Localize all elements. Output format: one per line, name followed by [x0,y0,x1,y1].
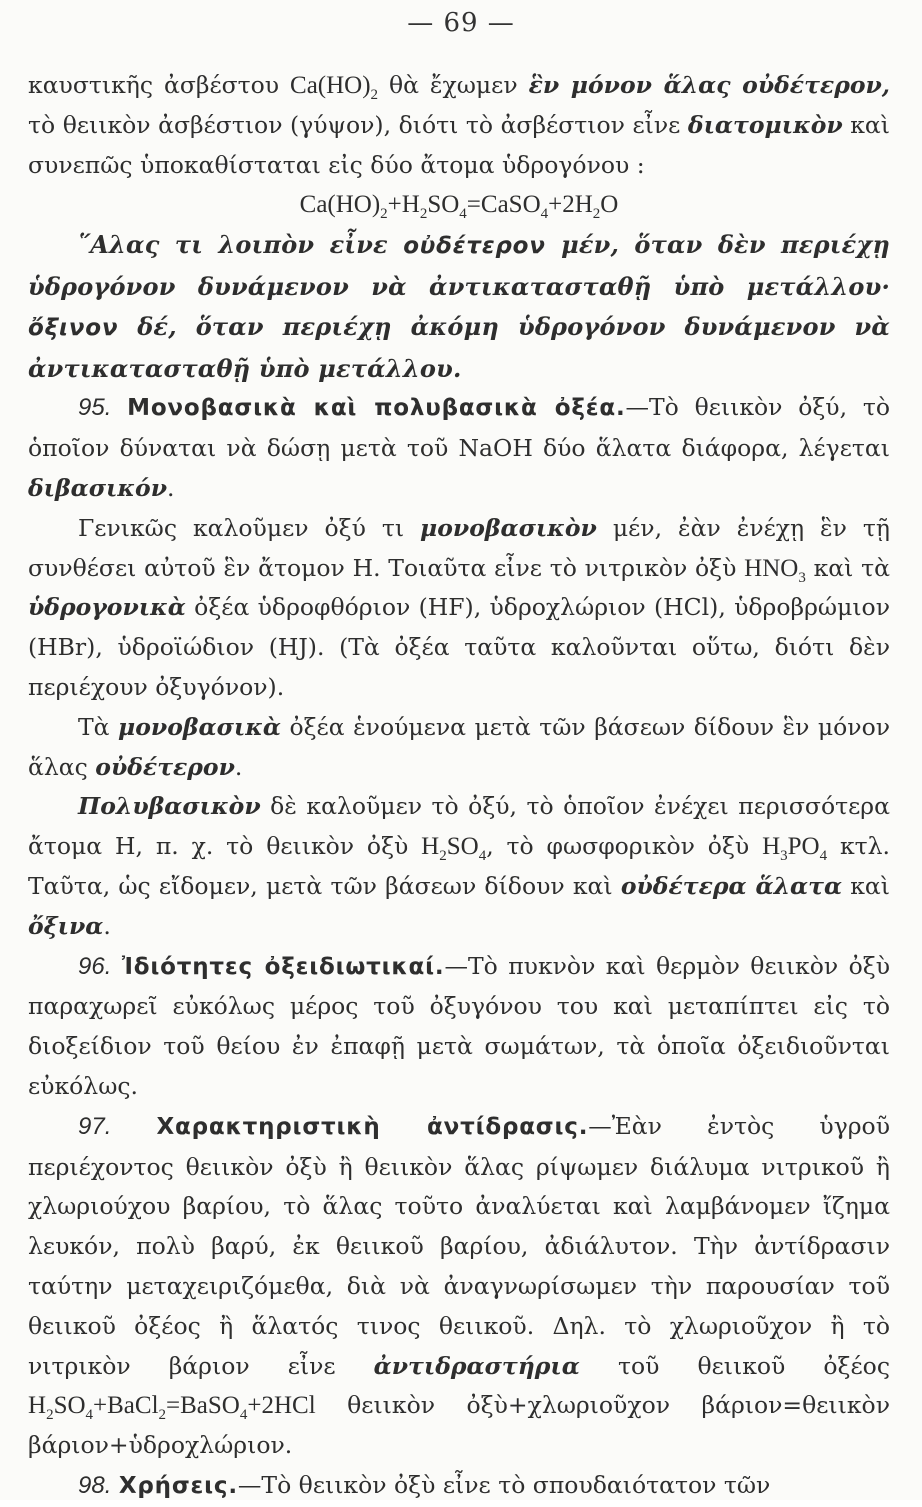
section-96: 96. Ἰδιότητες ὀξειδιωτικαί.—Τὸ πυκνὸν καὶ θερμὸν θειικὸν ὀξὺ παραχωρεῖ εὐκόλως μέρος τοῦ ὀξυγόνου του καὶ μεταπίπτει εἰς τὸ διοξείδιον τοῦ θείου ἐν ἐπαφῇ μετὰ σωμάτων, τὰ ὁποῖα ὀξειδιοῦνται εὐκόλως. [28,951,890,1100]
emphasis-acidic: ὄξινα [28,911,104,940]
section-number-96: 96. [78,952,112,980]
sulfuric-acid-formula: $H_2SO_4$ [421,833,487,865]
neutral-acid-salt-rule: ῞Αλας τι λοιπὸν εἶνε οὐδέτερον μέν, ὅταν δὲν περιέχῃ ὑδρογόνον δυνάμενον νὰ ἀντικατασταθῇ ὑπὸ μετάλλου· ὄξινον δέ, ὅταν περιέχῃ ἀκόμη ὑδρογόνον δυνάμενον νὰ ἀντικατασταθῇ ὑπὸ μετάλλου. [28,230,890,383]
reaction-equation-2: $H_2SO_4+BaCl_2=BaSO_4+2HCl$ [28,1392,316,1424]
section-title-98: Χρήσεις. [118,1472,238,1499]
term-neutral: οὐδέτερον [403,233,546,260]
emphasis-diatomic: διατομικὸν [687,110,843,139]
polybasic-paragraph: Πολυβασικὸν δὲ καλοῦμεν τὸ ὀξύ, τὸ ὁποῖον ἐνέχει περισσότερα ἄτομα H, π. χ. τὸ θειικὸν ὀξὺ $H_2SO_4$, τὸ φωσφορικὸν ὀξὺ $H_3PO_4$ κτλ. Ταῦτα, ὡς εἴδομεν, μετὰ τῶν βάσεων δίδουν καὶ οὐδέτερα ἅλατα καὶ ὄξινα. [28,792,891,940]
reaction-equation-1: $Ca(HO)_2+H_2SO_4=CaSO_4+2H_2O$ [299,191,619,223]
section-title-95: Μονοβασικὰ καὶ πολυβασικὰ ὀξέα. [127,395,626,422]
section-98: 98. Χρήσεις.—Τὸ θειικὸν ὀξὺ εἶνε τὸ σπουδαιότατον τῶν [78,1470,771,1499]
section-number-97: 97. [78,1112,112,1140]
emphasis-neutral-salts: οὐδέτερα ἅλατα [620,871,843,900]
nitric-acid-formula: $HNO_3$ [744,554,806,586]
monobasic-salts-paragraph: Τὰ μονοβασικὰ ὀξέα ἑνούμενα μετὰ τῶν βάσεων δίδουν ἓν μόνον ἅλας οὐδέτερον. [28,712,891,781]
monobasic-paragraph: Γενικῶς καλοῦμεν ὀξύ τι μονοβασικὸν μέν, ἐὰν ἐνέχῃ ἓν τῇ συνθέσει αὐτοῦ ἓν ἄτομον H. Τοιαῦτα εἶνε τὸ νιτρικὸν ὀξὺ $HNO_3$ καὶ τὰ ὑδρογονικὰ ὀξέα ὑδροφθόριον (HF), ὑδροχλώριον (HCl), ὑδροβρώμιον (HBr), ὑδροϊώδιον (HJ). (Τὰ ὀξέα ταῦτα καλοῦνται οὕτω, διότι δὲν περιέχουν ὀξυγόνον). [28,513,890,701]
emphasis-monobasic: μονοβασικὸν [420,513,597,542]
emphasis-hydrogen-acids: ὑδρογονικὰ [28,593,186,622]
emphasis-neutral: οὐδέτερον [95,752,235,781]
intro-paragraph: καυστικῆς ἀσβέστου $Ca(HO)_2$ θὰ ἔχωμεν ἓν μόνον ἅλας οὐδέτερον, τὸ θειικὸν ἀσβέστιον (γύψον), διότι τὸ ἀσβέστιον εἶνε διατομικὸν καὶ συνεπῶς ὑποκαθίσταται εἰς δύο ἄτομα ὑδρογόνου : [28,71,890,179]
section-number-98: 98. [78,1471,112,1499]
page-body [28,66,890,1507]
calcium-hydroxide-formula: $Ca(HO)_2$ [290,72,379,103]
section-95: 95. Μονοβασικὰ καὶ πολυβασικὰ ὀξέα.—Τὸ θειικὸν ὀξύ, τὸ ὁποῖον δύναται νὰ δώσῃ μετὰ τοῦ NaOH δύο ἅλατα διάφορα, λέγεται διβασικόν. [28,393,890,502]
page-number: — 69 — [407,8,515,38]
emphasis-monobasic-2: μονοβασικὰ [118,712,281,741]
term-acidic: ὄξινον [28,314,119,341]
emphasis-dibasic: διβασικόν [28,473,168,502]
section-title-96: Ἰδιότητες ὀξειδιωτικαί. [121,953,445,980]
emphasis-reagents: ἀντιδραστήρια [373,1351,580,1380]
emphasis-one-neutral-salt: ἓν μόνον ἅλας οὐδέτερον, [528,71,890,99]
emphasis-polybasic: Πολυβασικὸν [78,792,261,821]
section-number-95: 95. [78,394,112,422]
phosphoric-acid-formula: $H_3PO_4$ [762,833,828,865]
section-97: 97. Χαρακτηριστικὴ ἀντίδρασις.—Ἐὰν ἐντὸς ὑγροῦ περιέχοντος θειικὸν ὀξὺ ἢ θειικὸν ἅλας ρίψωμεν διάλυμα νιτρικοῦ ἢ χλωριούχου βαρίου, τὸ ἅλας τοῦτο ἀναλύεται καὶ λαμβάνομεν ἴζημα λευκόν, πολὺ βαρύ, ἐκ θειικοῦ βαρίου, ἀδιάλυτον. Τὴν ἀντίδρασιν ταύτην μεταχειριζόμεθα, διὰ νὰ ἀναγνωρίσωμεν τὴν παρουσίαν τοῦ θειικοῦ ὀξέος ἢ ἅλατός τινος θειικοῦ. Δηλ. τὸ χλωριοῦχον ἢ τὸ νιτρικὸν βάριον εἶνε ἀντιδραστήρια τοῦ θειικοῦ ὀξέος $H_2SO_4+BaCl_2=BaSO_4+2HCl$ θειικὸν ὀξὺ+χλωριοῦχον βάριον=θειικὸν βάριον+ὑδροχλώριον. [28,1111,890,1460]
section-title-97: Χαρακτηριστικὴ ἀντίδρασις. [156,1113,589,1140]
